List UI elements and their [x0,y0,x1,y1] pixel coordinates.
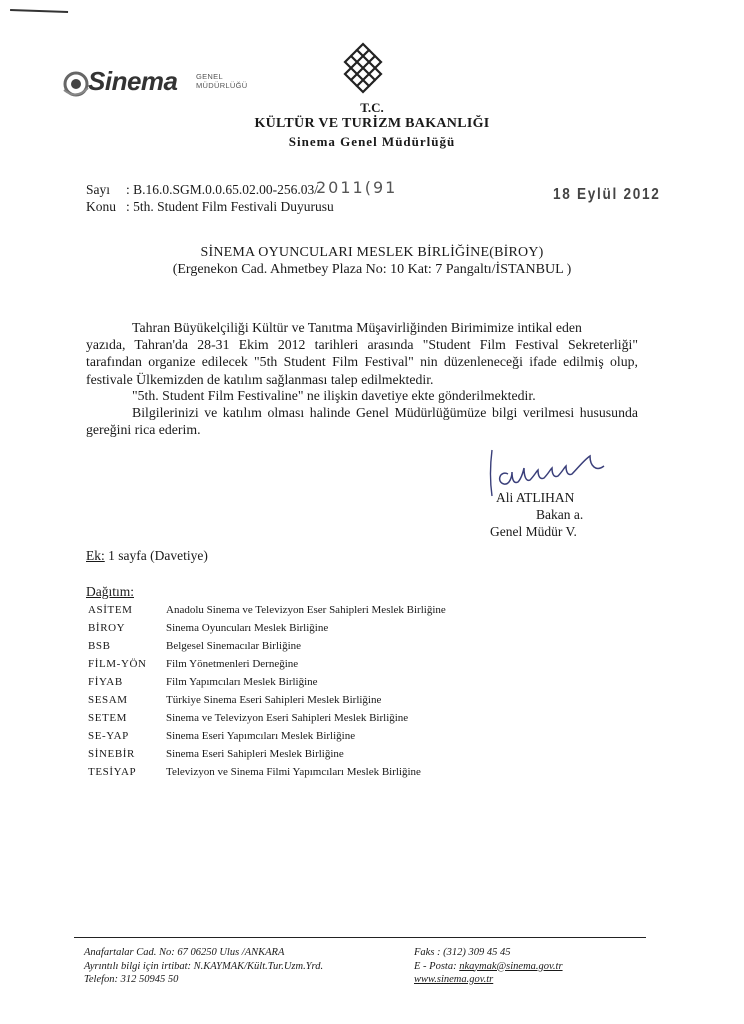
directorate-heading: Sinema Genel Müdürlüğü [288,134,456,149]
logo-subtitle [196,72,247,90]
footer-email-line [414,960,563,974]
attachment-label: Ek: [86,548,105,563]
distribution-name: Televizyon ve Sinema Filmi Yapımcıları Meslek Birliğine [166,766,421,778]
signatory-name: Ali ATLIHAN [496,490,575,505]
distribution-abbr: SESAM [88,694,128,706]
distribution-row [88,727,586,745]
distribution-row [88,709,586,727]
body-paragraph-1-first-line: Tahran Büyükelçiliği Kültür ve Tanıtma Müşavirliğinden Birimimize intikal eden [132,320,582,335]
sayi-value: : B.16.0.SGM.0.0.65.02.00-256.03/ [126,182,319,197]
logo-subtitle-line-1: GENEL [196,72,223,81]
footer-phone: Telefon: 312 50945 50 [84,974,179,985]
distribution-row [88,691,586,709]
footer-email-link[interactable]: nkaymak@sinema.gov.tr [459,960,563,972]
addressee-address: (Ergenekon Cad. Ahmetbey Plaza No: 10 Kat: 7 Pangaltı/İSTANBUL ) [172,262,572,277]
distribution-abbr: SETEM [88,712,128,724]
distribution-row [88,619,586,637]
distribution-label: Dağıtım: [86,584,134,599]
distribution-row [88,745,586,763]
distribution-list [88,601,586,781]
body-paragraph-1 [86,319,638,388]
konu-value: : 5th. Student Film Festivali Duyurusu [126,199,334,214]
ministry-emblem-icon [343,42,383,98]
distribution-name: Belgesel Sinemacılar Birliğine [166,640,302,652]
attachment-note [86,548,208,564]
date-stamp: 18 Eylül 2012 [553,186,661,203]
footer-website-link[interactable]: www.sinema.gov.tr [414,974,494,985]
footer-email-label: E - Posta: [414,960,460,972]
distribution-abbr: ASİTEM [88,604,133,616]
distribution-abbr: TESİYAP [88,766,137,778]
distribution-row [88,637,586,655]
signatory-role: Genel Müdür V. [490,524,577,539]
distribution-row [88,673,586,691]
distribution-name: Film Yönetmenleri Derneğine [166,658,299,670]
footer-contact-right [414,946,563,987]
distribution-name: Türkiye Sinema Eseri Sahipleri Meslek Birliğine [166,694,382,706]
ministry-heading: KÜLTÜR VE TURİZM BAKANLIĞI [254,116,490,131]
distribution-name: Sinema ve Televizyon Eseri Sahipleri Meslek Birliğine [166,712,409,724]
body-paragraph-1-rest: yazıda, Tahran'da 28-31 Ekim 2012 tarihleri arasında "Student Film Festival Sekreterliği" tarafından organize edilecek "5th Student Film Festival" nin düzenleneceği ifade edilmiş olup, festivale Ülkemizden de katılım sağlanması talep edilmektedir. [86,337,638,387]
distribution-name: Sinema Oyuncuları Meslek Birliğine [166,622,329,634]
attachment-value: 1 sayfa (Davetiye) [104,548,208,563]
addressee-name: SİNEMA OYUNCULARI MESLEK BİRLİĞİNE(BİROY) [200,245,544,260]
scan-artifact-line [10,9,68,17]
handwritten-number: 2011(91 [316,178,398,197]
distribution-row [88,601,586,619]
tc-heading: T.C. [360,100,384,115]
footer-fax: Faks : (312) 309 45 45 [414,947,511,958]
distribution-row [88,763,586,781]
logo-swoosh-icon [62,70,90,98]
distribution-name: Sinema Eseri Yapımcıları Meslek Birliğine [166,730,356,742]
footer-contact-left [84,946,323,987]
footer-divider [74,937,646,938]
body-paragraph-3: Bilgilerinizi ve katılım olması halinde Genel Müdürlüğümüze bilgi verilmesi hususunda gereğini rica ederim. [86,405,638,438]
distribution-abbr: FİYAB [88,676,123,688]
logo-wordmark: Sinema [88,66,178,96]
distribution-abbr: SE-YAP [88,730,129,742]
distribution-row [88,655,586,673]
distribution-name: Anadolu Sinema ve Televizyon Eser Sahipleri Meslek Birliğine [166,604,446,616]
distribution-abbr: BSB [88,640,111,652]
distribution-abbr: BİROY [88,622,126,634]
distribution-name: Sinema Eseri Sahipleri Meslek Birliğine [166,748,344,760]
signatory-title: Bakan a. [536,507,584,522]
distribution-abbr: FİLM-YÖN [88,658,147,670]
footer-contact-person: Ayrıntılı bilgi için irtibat: N.KAYMAK/Kült.Tur.Uzm.Yrd. [84,960,324,972]
konu-label: Konu [86,199,116,214]
distribution-abbr: SİNEBİR [88,748,135,760]
footer-address: Anafartalar Cad. No: 67 06250 Ulus /ANKARA [84,947,285,958]
distribution-name: Film Yapımcıları Meslek Birliğine [166,676,318,688]
body-paragraph-2: "5th. Student Film Festivaline" ne ilişkin davetiye ekte gönderilmektedir. [132,388,536,403]
sayi-label: Sayı [86,182,111,197]
logo-subtitle-line-2: MÜDÜRLÜĞÜ [196,81,248,90]
